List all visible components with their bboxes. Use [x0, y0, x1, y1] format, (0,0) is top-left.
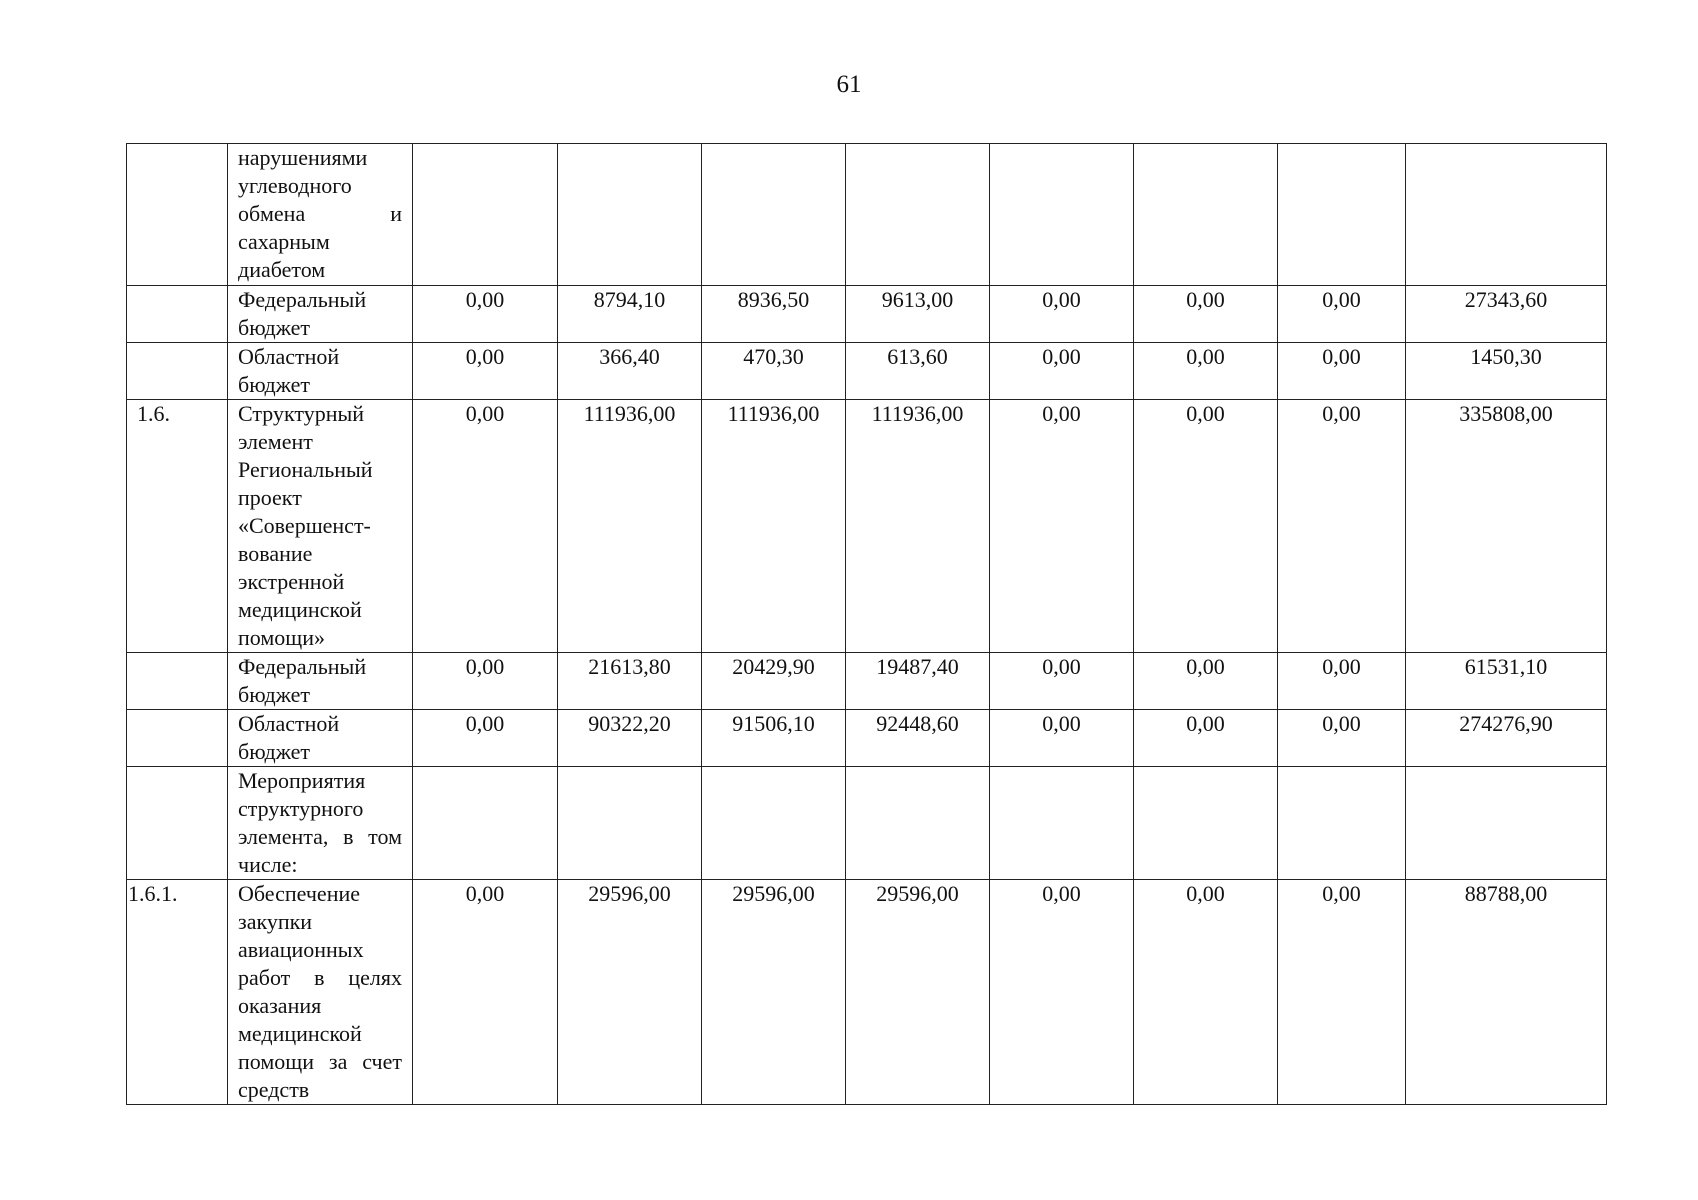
row-value: 20429,90 [702, 653, 846, 710]
row-value: 0,00 [990, 653, 1134, 710]
row-value: 0,00 [413, 880, 558, 1105]
row-value: 0,00 [1134, 653, 1278, 710]
row-name: Обеспечение закупки авиационных работ в целях оказания медицинской помощи за счет средств [228, 880, 413, 1105]
table-row [127, 400, 1607, 653]
table-row [127, 767, 1607, 880]
row-value [1278, 144, 1406, 286]
row-value: 0,00 [413, 653, 558, 710]
row-value: 29596,00 [558, 880, 702, 1105]
table-row [127, 710, 1607, 767]
row-name: Структурный элемент Региональный проект «Совершенст-вование экстренной медицинской помощи» [228, 400, 413, 653]
row-value: 0,00 [1134, 710, 1278, 767]
row-value: 0,00 [1134, 286, 1278, 343]
row-value: 0,00 [1134, 400, 1278, 653]
row-name: Федеральный бюджет [228, 653, 413, 710]
row-value: 111936,00 [702, 400, 846, 653]
row-value: 61531,10 [1406, 653, 1607, 710]
row-value: 274276,90 [1406, 710, 1607, 767]
row-value [702, 767, 846, 880]
row-value: 8794,10 [558, 286, 702, 343]
row-value: 111936,00 [558, 400, 702, 653]
row-code [127, 710, 228, 767]
row-value: 0,00 [413, 400, 558, 653]
row-value [990, 144, 1134, 286]
row-value: 29596,00 [846, 880, 990, 1105]
row-name: Федеральный бюджет [228, 286, 413, 343]
row-value: 0,00 [1278, 653, 1406, 710]
row-value: 91506,10 [702, 710, 846, 767]
row-value: 0,00 [1134, 880, 1278, 1105]
row-value: 90322,20 [558, 710, 702, 767]
row-value: 0,00 [1278, 286, 1406, 343]
row-value: 0,00 [1278, 880, 1406, 1105]
row-value [558, 767, 702, 880]
page-number: 61 [836, 71, 862, 98]
row-value [1278, 767, 1406, 880]
row-value [846, 767, 990, 880]
row-value [1134, 144, 1278, 286]
row-value [558, 144, 702, 286]
row-value: 1450,30 [1406, 343, 1607, 400]
row-value: 0,00 [990, 286, 1134, 343]
row-value: 0,00 [413, 343, 558, 400]
row-value [413, 144, 558, 286]
row-value: 29596,00 [702, 880, 846, 1105]
row-value: 335808,00 [1406, 400, 1607, 653]
row-value: 613,60 [846, 343, 990, 400]
row-value: 27343,60 [1406, 286, 1607, 343]
table-row [127, 653, 1607, 710]
row-name: Областной бюджет [228, 343, 413, 400]
row-value: 470,30 [702, 343, 846, 400]
row-value: 88788,00 [1406, 880, 1607, 1105]
row-value: 111936,00 [846, 400, 990, 653]
row-value: 0,00 [990, 400, 1134, 653]
row-code: 1.6.1. [127, 880, 228, 1105]
row-value [1406, 144, 1607, 286]
row-name: Областной бюджет [228, 710, 413, 767]
row-value: 92448,60 [846, 710, 990, 767]
row-value [990, 767, 1134, 880]
row-value: 0,00 [990, 880, 1134, 1105]
row-value: 0,00 [1278, 343, 1406, 400]
table-row [127, 144, 1607, 286]
row-value: 0,00 [990, 343, 1134, 400]
row-value: 0,00 [1134, 343, 1278, 400]
row-value [413, 767, 558, 880]
row-value: 366,40 [558, 343, 702, 400]
row-value [1406, 767, 1607, 880]
budget-table [126, 143, 1607, 1105]
row-value [846, 144, 990, 286]
row-value: 8936,50 [702, 286, 846, 343]
row-name: Мероприятия структурного элемента, в том числе: [228, 767, 413, 880]
row-value: 0,00 [413, 286, 558, 343]
table-row [127, 343, 1607, 400]
row-value: 9613,00 [846, 286, 990, 343]
row-code [127, 286, 228, 343]
row-value [702, 144, 846, 286]
row-value: 0,00 [1278, 400, 1406, 653]
row-code [127, 767, 228, 880]
row-value: 21613,80 [558, 653, 702, 710]
table-row [127, 880, 1607, 1105]
row-value: 19487,40 [846, 653, 990, 710]
row-value [1134, 767, 1278, 880]
row-value: 0,00 [990, 710, 1134, 767]
row-value: 0,00 [1278, 710, 1406, 767]
row-code [127, 653, 228, 710]
row-code [127, 343, 228, 400]
row-value: 0,00 [413, 710, 558, 767]
row-code: 1.6. [127, 400, 228, 653]
table-row [127, 286, 1607, 343]
row-name: нарушениями углеводного обмена и сахарным диабетом [228, 144, 413, 286]
row-code [127, 144, 228, 286]
